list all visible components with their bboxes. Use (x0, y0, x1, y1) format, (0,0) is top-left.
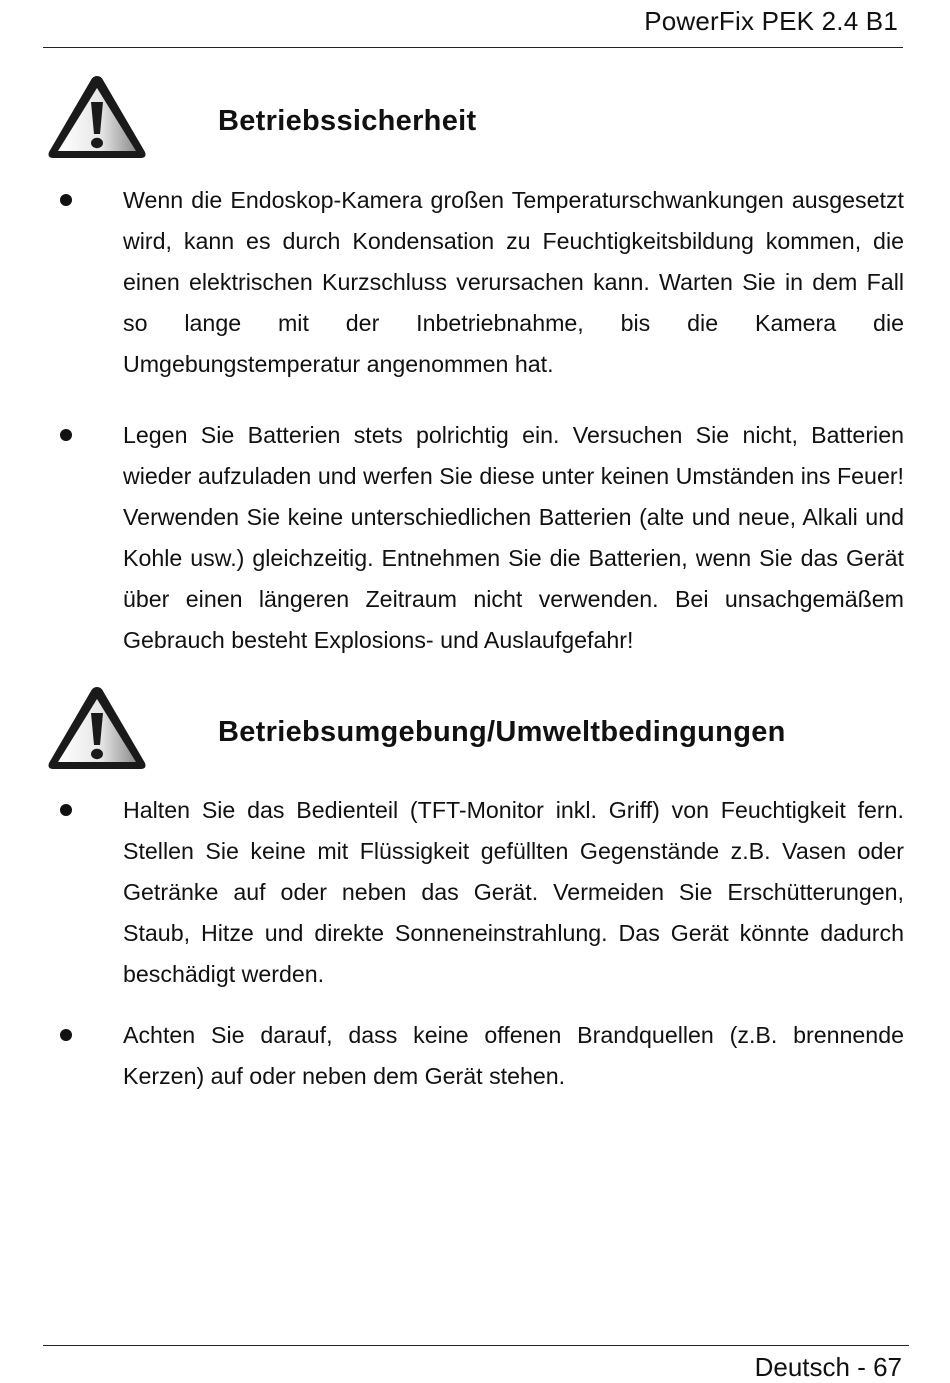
list-item (60, 415, 904, 661)
list-item-text: Legen Sie Batterien stets polrichtig ein. Versuchen Sie nicht, Batterien wieder aufzuladen und werfen Sie diese unter keinen Umständen ins Feuer! Verwenden Sie keine unterschiedlichen Batterien (alte und neue, Alkali und Kohle usw.) gleichzeitig. Entnehmen Sie die Batterien, wenn Sie das Gerät über einen längeren Zeitraum nicht verwenden. Bei unsachgemäßem Gebrauch besteht Explosions- und Auslaufgefahr! (123, 422, 904, 653)
bullet-icon (60, 194, 72, 206)
list-item-text: Wenn die Endoskop-Kamera großen Temperaturschwankungen ausgesetzt wird, kann es durch Kondensation zu Feuchtigkeitsbildung kommen, die einen elektrischen Kurzschluss verursachen kann. Warten Sie in dem Fall so lange mit der Inbetriebnahme, bis die Kamera die Umgebungstemperatur angenommen hat. (123, 187, 904, 377)
list-item (60, 790, 904, 995)
page-header-title: PowerFix PEK 2.4 B1 (644, 6, 898, 36)
bullet-icon (60, 1029, 72, 1041)
list-item (60, 180, 904, 385)
list-item-text: Halten Sie das Bedienteil (TFT-Monitor inkl. Griff) von Feuchtigkeit fern. Stellen Sie keine mit Flüssigkeit gefüllten Gegenstände z.B. Vasen oder Getränke auf oder neben das Gerät. Vermeiden Sie Erschütterungen, Staub, Hitze und direkte Sonneneinstrahlung. Das Gerät könnte dadurch beschädigt werden. (123, 797, 904, 987)
header-divider (43, 47, 903, 48)
warning-triangle-icon (45, 683, 149, 775)
bullet-icon (60, 429, 72, 441)
section-title: Betriebssicherheit (218, 105, 477, 137)
list-item (60, 1015, 904, 1097)
page-number: Deutsch - 67 (754, 1352, 902, 1382)
list-item-text: Achten Sie darauf, dass keine offenen Brandquellen (z.B. brennende Kerzen) auf oder neben dem Gerät stehen. (123, 1022, 904, 1089)
section-heading-betriebsumgebung (45, 683, 905, 775)
footer-divider (43, 1345, 909, 1346)
bullet-icon (60, 804, 72, 816)
section-heading-betriebssicherheit (45, 72, 905, 164)
section-title: Betriebsumgebung/Umweltbedingungen (218, 716, 786, 748)
warning-triangle-icon (45, 72, 149, 164)
